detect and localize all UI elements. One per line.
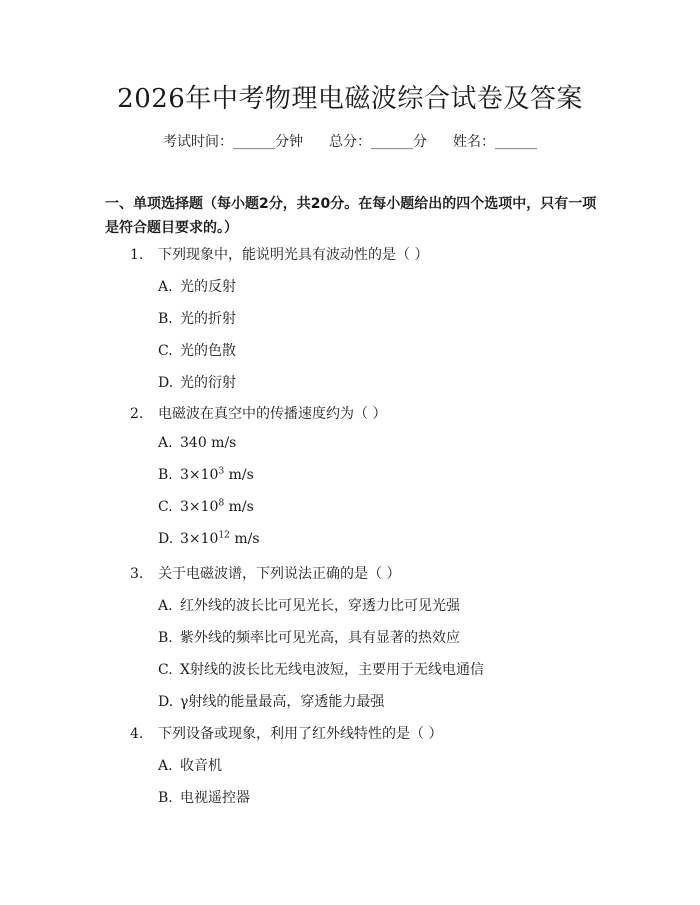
question-text: 电磁波在真空中的传播速度约为（ ） <box>158 406 387 422</box>
time-unit: 分钟 <box>275 134 303 150</box>
option-1b <box>158 308 236 328</box>
option-text: 光的折射 <box>180 311 236 327</box>
option-text: 光的色散 <box>180 343 236 359</box>
question-text: 下列设备或现象，利用了红外线特性的是（ ） <box>158 726 443 742</box>
option-base: 3×10 <box>180 499 219 515</box>
page-title: 2026年中考物理电磁波综合试卷及答案 <box>117 84 583 114</box>
option-text: 光的反射 <box>180 279 236 295</box>
option-2d <box>158 531 260 547</box>
option-2a <box>158 435 236 451</box>
option-base: 3×10 <box>180 531 219 547</box>
option-letter: B. <box>158 467 173 483</box>
question-4 <box>130 723 442 743</box>
question-number: 4. <box>130 726 144 742</box>
option-letter: C. <box>158 662 173 678</box>
option-text: X射线的波长比无线电波短，主要用于无线电通信 <box>180 662 484 678</box>
option-3d <box>158 691 384 711</box>
score-blank: ______ <box>371 134 413 150</box>
option-letter: D. <box>158 375 174 391</box>
question-number: 2. <box>130 406 144 422</box>
option-letter: A. <box>158 435 173 451</box>
time-blank: ______ <box>233 134 275 150</box>
option-2b <box>158 467 254 483</box>
option-1c <box>158 340 236 360</box>
option-3b <box>158 627 460 647</box>
option-text: 收音机 <box>180 758 222 774</box>
question-1 <box>130 244 428 264</box>
option-letter: B. <box>158 311 173 327</box>
option-exponent: 3 <box>218 466 225 477</box>
question-3 <box>130 563 400 583</box>
question-number: 3. <box>130 566 144 582</box>
option-4a <box>158 755 222 775</box>
option-letter: A. <box>158 279 173 295</box>
option-1d <box>158 372 236 392</box>
option-base: 3×10 <box>180 467 219 483</box>
name-label: 姓名： <box>453 134 495 150</box>
option-text: 电视遥控器 <box>180 790 250 806</box>
option-text: 紫外线的频率比可见光高，具有显著的热效应 <box>180 630 460 646</box>
option-unit: m/s <box>224 467 254 483</box>
option-letter: C. <box>158 499 173 515</box>
option-4b <box>158 787 250 807</box>
option-exponent: 12 <box>218 530 230 541</box>
option-letter: C. <box>158 343 173 359</box>
option-text: γ射线的能量最高，穿透能力最强 <box>180 694 385 710</box>
section-heading-single-choice: 一、单项选择题（每小题2分，共20分。在每小题给出的四个选项中，只有一项是符合题目要求的。） <box>105 196 597 236</box>
option-3c <box>158 659 484 679</box>
option-text: 340 m/s <box>180 435 237 451</box>
score-label: 总分： <box>329 134 371 150</box>
option-letter: D. <box>158 694 174 710</box>
option-letter: B. <box>158 630 173 646</box>
question-text: 关于电磁波谱，下列说法正确的是（ ） <box>158 566 401 582</box>
option-letter: D. <box>158 531 174 547</box>
option-letter: B. <box>158 790 173 806</box>
option-text: 光的衍射 <box>180 375 236 391</box>
time-label: 考试时间： <box>163 134 233 150</box>
question-2 <box>130 403 386 423</box>
question-text: 下列现象中，能说明光具有波动性的是（ ） <box>158 247 429 263</box>
option-2c <box>158 499 254 515</box>
question-number: 1. <box>130 247 144 263</box>
name-blank: ______ <box>495 134 537 150</box>
option-letter: A. <box>158 598 173 614</box>
exam-info-line <box>0 131 700 151</box>
option-exponent: 8 <box>218 498 225 509</box>
option-unit: m/s <box>224 499 254 515</box>
option-letter: A. <box>158 758 173 774</box>
score-unit: 分 <box>413 134 427 150</box>
option-3a <box>158 595 460 615</box>
option-text: 红外线的波长比可见光长，穿透力比可见光强 <box>180 598 460 614</box>
option-unit: m/s <box>229 531 260 547</box>
option-1a <box>158 276 236 296</box>
